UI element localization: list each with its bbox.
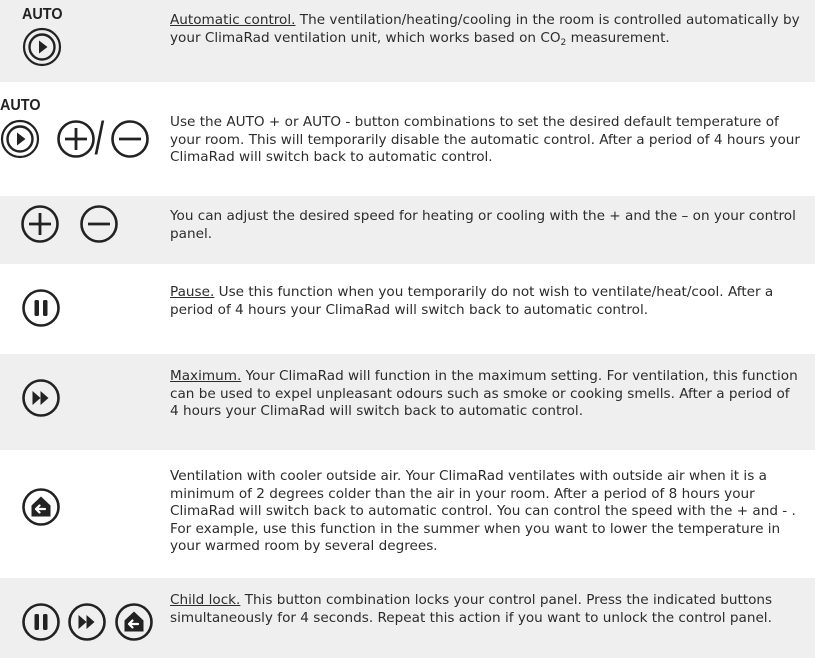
- row-child-lock: [0, 578, 815, 658]
- maximum-title: Maximum.: [170, 368, 242, 384]
- automatic-control-title: Automatic control.: [170, 12, 296, 28]
- fast-forward-icon: [21, 378, 61, 418]
- row-pause: [0, 264, 815, 354]
- fast-forward-icon: [67, 602, 107, 642]
- pause-text: Pause. Use this function when you temporarily do not wish to ventilate/heat/cool. After a period of 4 hours your ClimaRad will switch back to automatic control.: [170, 284, 774, 318]
- maximum-text: Maximum. Your ClimaRad will function in the maximum setting. For ventilation, this function can be used to expel unpleasant odours such as smoke or cooking smells. After a period of 4 hours your ClimaRad will switch back to automatic control.: [170, 368, 798, 419]
- pause-title: Pause.: [170, 284, 215, 300]
- row-auto-temperature: [0, 82, 815, 196]
- row-speed: [0, 196, 815, 264]
- auto-label: AUTO: [0, 97, 41, 114]
- minus-icon: [79, 204, 119, 244]
- auto-temperature-text: Use the AUTO + or AUTO - button combinations to set the desired default temperature of your room. This will temporarily disable the automatic control. After a period of 4 hours your ClimaRad will switch back to automatic control.: [170, 114, 800, 165]
- speed-text: You can adjust the desired speed for heating or cooling with the + and the – on your control panel.: [170, 208, 796, 242]
- row-maximum: [0, 354, 815, 450]
- house-return-icon: [21, 487, 61, 527]
- auto-label: AUTO: [22, 6, 63, 23]
- child-lock-text: Child lock. This button combination locks your control panel. Press the indicated buttons simultaneously for 4 seconds. Repeat this action if you want to unlock the control panel.: [170, 592, 773, 626]
- automatic-control-text: Automatic control. The ventilation/heating/cooling in the room is controlled automatically by your ClimaRad ventilation unit, which works based on $CO_2$ measurement.: [170, 12, 800, 48]
- plus-icon: [20, 204, 60, 244]
- cooler-outside-air-text: Ventilation with cooler outside air. Your ClimaRad ventilates with outside air when it is a minimum of 2 degrees colder than the air in your room. After a period of 8 hours your ClimaRad will switch back to automatic control. You can control the speed with the + and - . For example, use this function in the summer when you want to lower the temperature in your warmed room by several degrees.: [170, 468, 796, 554]
- separator-slash: /: [94, 112, 105, 164]
- row-automatic-control: [0, 0, 815, 82]
- child-lock-title: Child lock.: [170, 592, 241, 608]
- minus-icon: [110, 119, 150, 159]
- pause-icon: [21, 602, 61, 642]
- row-cooler-outside-air: [0, 450, 815, 578]
- house-return-icon: [114, 602, 154, 642]
- pause-icon: [21, 288, 61, 328]
- play-icon: [22, 27, 62, 67]
- play-icon: [0, 119, 40, 159]
- plus-icon: [56, 119, 96, 159]
